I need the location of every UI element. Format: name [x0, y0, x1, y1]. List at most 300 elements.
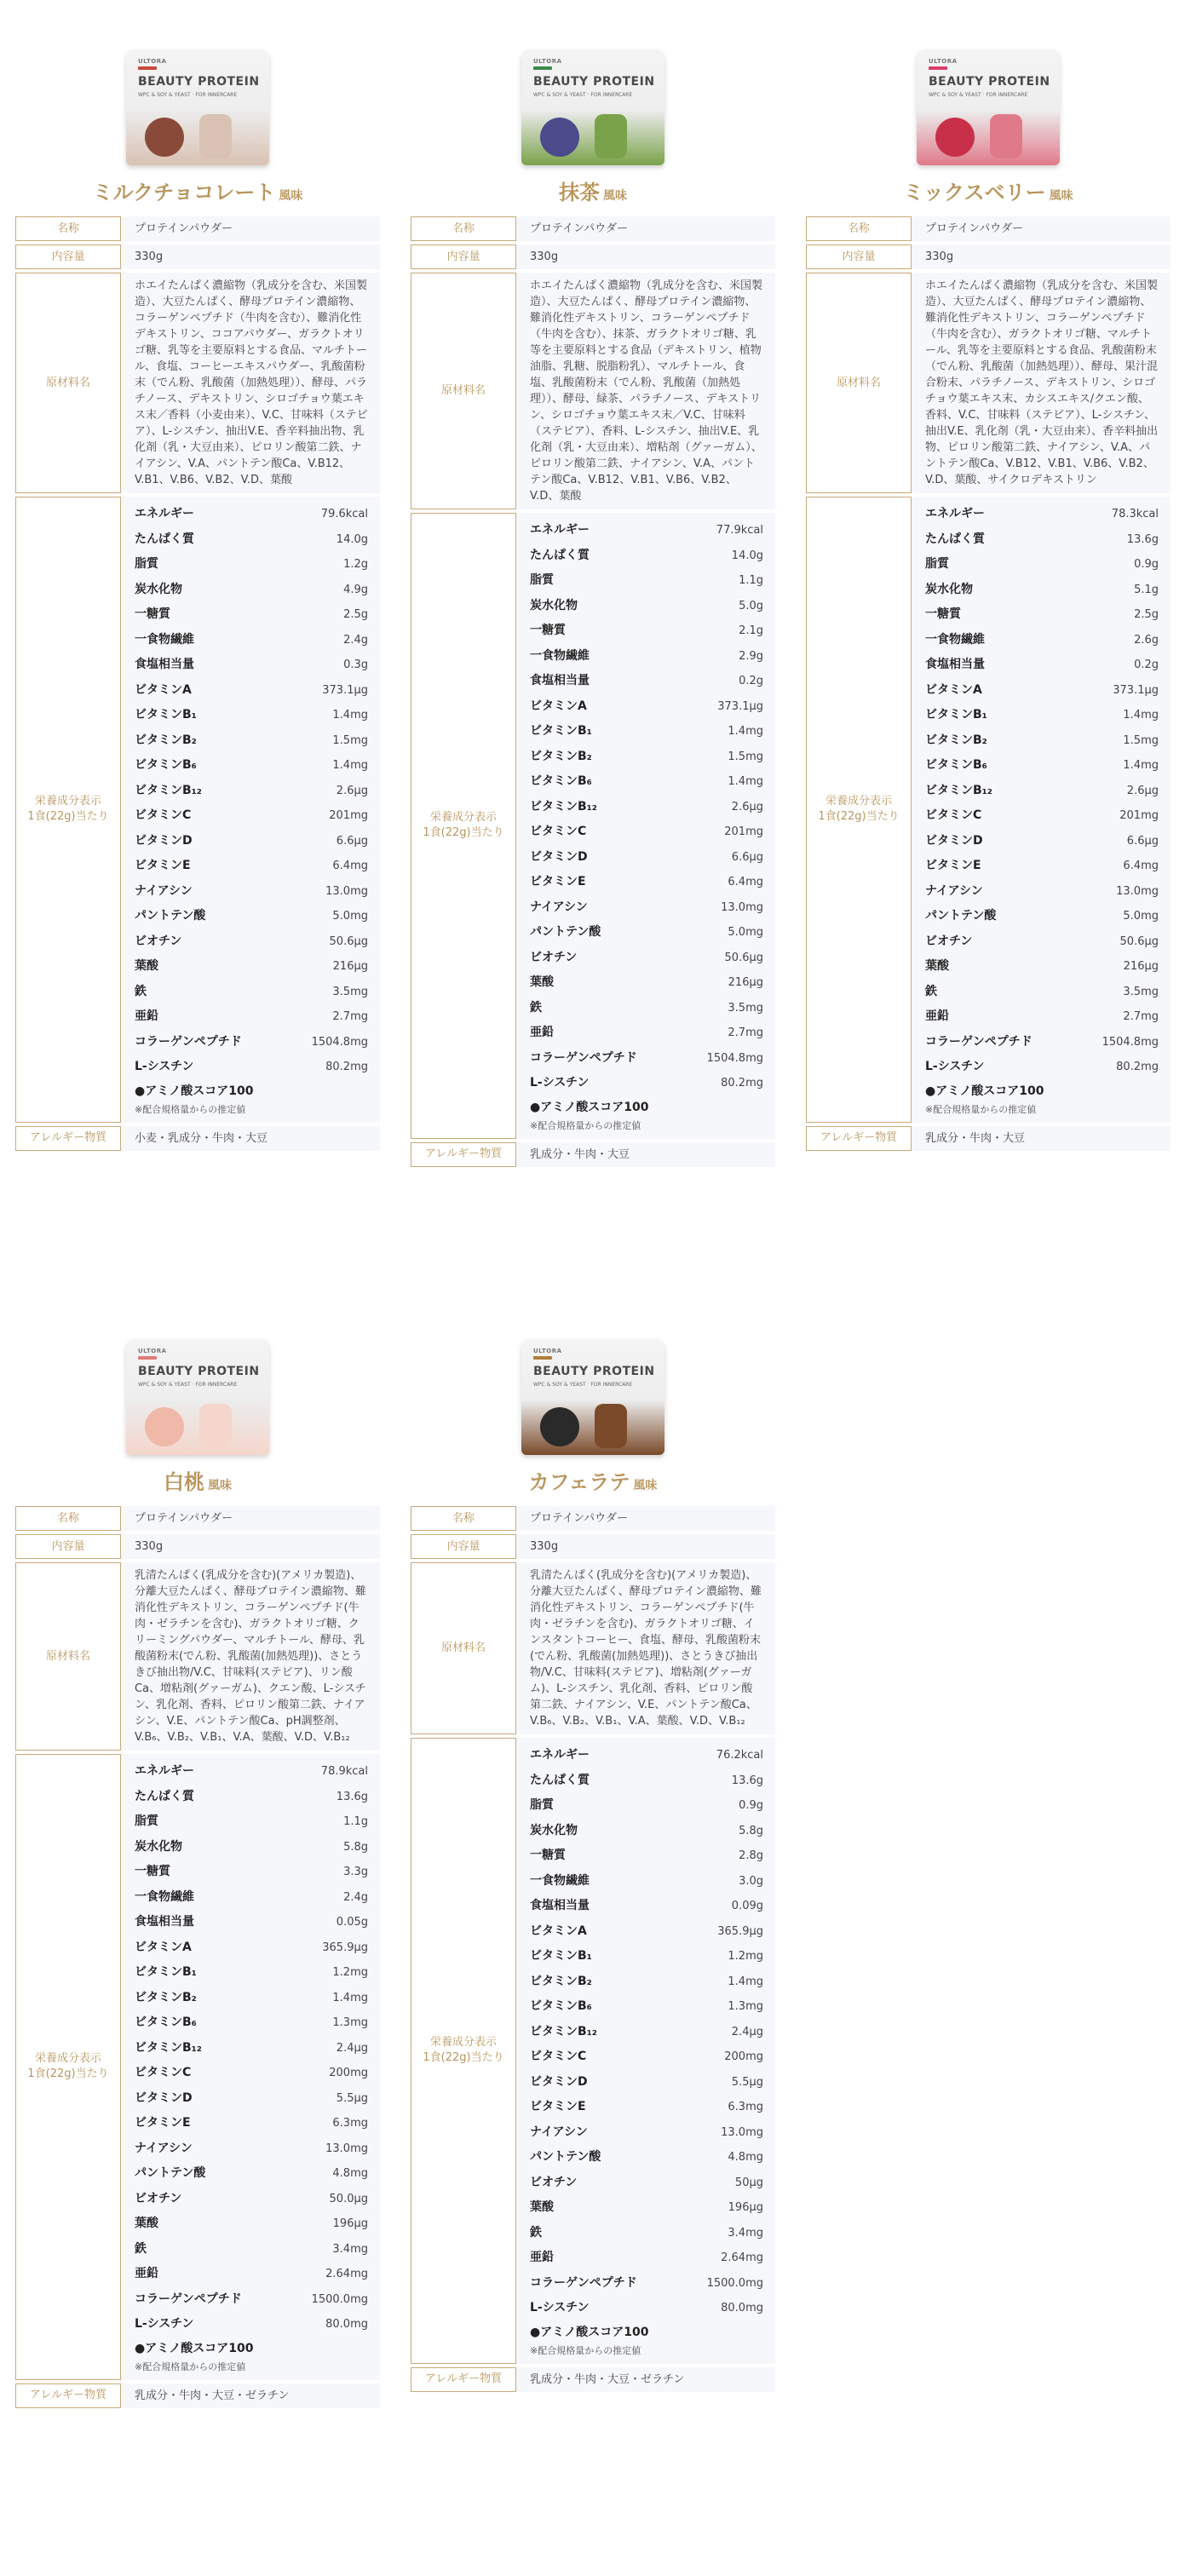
nutrient-name: 食塩相当量 — [925, 658, 985, 671]
nutrient-name: ビタミンC — [925, 808, 982, 822]
nutrient-name: ナイアシン — [135, 883, 193, 898]
nutrient-name: ナイアシン — [135, 2141, 193, 2155]
nutrient-name: L-シスチン — [925, 1060, 985, 1073]
package-product-name: BEAUTY PROTEIN — [533, 75, 655, 89]
nutrient-value: 3.0g — [739, 1874, 763, 1888]
nutrition-row — [135, 2161, 368, 2187]
package-photo-item — [145, 118, 184, 157]
nutrient-value: 1504.8mg — [1102, 1035, 1159, 1049]
nutrient-name: 鉄 — [135, 2241, 147, 2256]
nutrient-name: 炭水化物 — [135, 1839, 182, 1854]
nutrition-row — [135, 2136, 368, 2162]
nutrition-row — [135, 1885, 368, 1911]
nutrition-row — [925, 678, 1159, 704]
value-capacity: 330g — [516, 1534, 775, 1559]
nutrition-row — [530, 2145, 763, 2171]
nutrient-value: 201mg — [724, 825, 763, 838]
nutrient-value: 373.1μg — [1113, 683, 1159, 697]
nutrient-value: 13.0mg — [325, 884, 368, 898]
nutrition-row — [530, 845, 763, 871]
product-card-milk-choco — [15, 49, 380, 1154]
nutrient-value: 1.2g — [343, 558, 368, 571]
nutrient-value: 2.4μg — [731, 2025, 763, 2038]
nutrient-value: 5.1g — [1134, 583, 1159, 596]
spec-row-allergy — [411, 1142, 775, 1167]
nutrition-row — [925, 879, 1159, 905]
value-name: プロテインパウダー — [121, 216, 380, 241]
spec-row-nutrition — [806, 497, 1171, 1123]
nutrient-value: 6.4mg — [728, 876, 763, 888]
nutrient-value: 13.0mg — [721, 900, 763, 914]
nutrient-name: ビタミンB₁ — [135, 1965, 197, 1979]
nutrient-name: 亜鉛 — [925, 1009, 949, 1023]
nutrient-value: 80.2mg — [721, 1077, 763, 1090]
amino-score: ●アミノ酸スコア100 — [135, 1084, 254, 1098]
value-nutrition — [121, 497, 380, 1123]
package-flavor-tag — [533, 66, 552, 70]
nutrition-row — [530, 895, 763, 921]
spec-row-ingredients — [15, 273, 380, 493]
nutrient-name: ビタミンB₆ — [135, 2015, 197, 2029]
nutrient-name: ビタミンB₁₂ — [135, 2040, 202, 2055]
spec-table — [411, 1503, 775, 2395]
spec-row-ingredients — [15, 1562, 380, 1751]
label-nutrition-serving: 1食(22g)当たり — [818, 810, 900, 824]
nutrient-name: ビタミンB₆ — [530, 774, 592, 788]
nutrient-value: 2.6μg — [336, 784, 368, 797]
nutrient-value: 14.0g — [336, 532, 368, 546]
nutrient-value: 1.4mg — [332, 709, 368, 722]
nutrient-value: 373.1μg — [717, 699, 763, 713]
value-allergy: 乳成分・牛肉・大豆・ゼラチン — [121, 2383, 380, 2408]
nutrition-row — [530, 2271, 763, 2297]
nutrient-name: 食塩相当量 — [135, 658, 194, 671]
nutrient-value: 2.8g — [739, 1849, 763, 1862]
nutrition-row — [925, 803, 1159, 829]
nutrition-row — [530, 1919, 763, 1945]
nutrient-name: ビタミンC — [530, 2050, 587, 2063]
spec-row-allergy — [411, 2367, 775, 2392]
nutrient-value: 4.8mg — [332, 2167, 368, 2180]
nutrition-row — [530, 618, 763, 644]
nutrition-row — [530, 644, 763, 670]
nutrient-value: 1.5mg — [728, 750, 763, 763]
label-allergy: アレルギー物質 — [411, 1142, 516, 1167]
nutrition-row — [135, 1055, 368, 1080]
label-nutrition — [806, 497, 912, 1123]
nutrition-row — [135, 678, 368, 704]
nutrition-row — [925, 1030, 1159, 1055]
nutrient-value: 0.2g — [1134, 658, 1159, 671]
label-capacity: 内容量 — [806, 244, 912, 269]
nutrient-name: ビタミンA — [135, 682, 192, 697]
nutrient-name: 葉酸 — [135, 959, 158, 973]
product-title — [411, 1465, 775, 1499]
spec-row-capacity — [15, 244, 380, 269]
label-nutrition — [411, 513, 516, 1139]
product-flavor-name: 抹茶 — [559, 181, 600, 204]
nutrient-value: 196μg — [728, 2201, 763, 2214]
nutrition-row — [530, 568, 763, 594]
estimate-note: ※配合規格量からの推定値 — [530, 2344, 641, 2356]
nutrient-value: 80.2mg — [1116, 1061, 1159, 1073]
nutrient-name: パントテン酸 — [530, 925, 601, 939]
spec-row-nutrition — [15, 1754, 380, 2380]
value-ingredients: ホエイたんぱく濃縮物（乳成分を含む、米国製造）、大豆たんぱく、酵母プロテイン濃縮物、難消化性デキストリン、コラーゲンペプチド（牛肉を含む）、抹茶、ガラクトオリゴ糖、乳等を主要原料とする食品（デキストリン、植物油脂、乳糖、脱脂粉乳）、マルチトール、食塩、乳酸菌粉末（でん粉、乳酸菌（加熱処理））、酵母、緑茶、パラチノース、デキストリン、シロゴチョウ葉エキス末／V.C、甘味料（ステビア）、香料、L-シスチン、抽出V.E、乳化剤（乳・大豆由来）、増粘剤（グァーガム）、ピロリン酸第二鉄、ナイアシン、V.A、パントテン酸Ca、V.B12、V.B1、V.B6、V.B2、V.D、葉酸 — [516, 273, 775, 509]
nutrition-row — [530, 594, 763, 619]
label-name: 名称 — [15, 216, 121, 241]
nutrient-name: ビタミンD — [135, 833, 193, 848]
nutrient-value: 50.6μg — [1119, 934, 1159, 948]
nutrient-value: 79.6kcal — [320, 508, 368, 520]
package-flavor-tag — [138, 1356, 157, 1360]
nutrient-value: 0.05g — [336, 1916, 368, 1929]
nutrient-value: 1500.0mg — [706, 2276, 763, 2290]
nutrition-row — [530, 2195, 763, 2221]
nutrient-value: 1.4mg — [332, 1991, 368, 2004]
nutrient-name: 葉酸 — [135, 2217, 158, 2230]
nutrition-row — [530, 819, 763, 845]
nutrient-name: ビタミンB₆ — [530, 1999, 592, 2013]
nutrient-name: ビタミンD — [530, 849, 588, 864]
nutrient-value: 1.4mg — [728, 775, 763, 788]
package-product-name: BEAUTY PROTEIN — [138, 1365, 260, 1378]
package-subtitle: WPC & SOY & YEAST · FOR INNERCARE — [533, 92, 633, 98]
package-subtitle: WPC & SOY & YEAST · FOR INNERCARE — [138, 1382, 238, 1388]
label-ingredients: 原材料名 — [15, 1562, 121, 1751]
nutrition-row — [925, 578, 1159, 603]
nutrient-name: ビタミンC — [135, 2066, 192, 2079]
label-nutrition-serving: 1食(22g)当たり — [27, 810, 109, 824]
nutrient-name: パントテン酸 — [135, 909, 206, 923]
nutrient-name: 炭水化物 — [530, 1823, 578, 1837]
nutrient-value: 1.4mg — [728, 1975, 763, 1988]
nutrition-row — [530, 518, 763, 543]
spec-row-name — [15, 216, 380, 241]
value-capacity: 330g — [912, 244, 1171, 269]
label-nutrition-title: 栄養成分表示 — [825, 795, 892, 808]
label-capacity: 内容量 — [411, 1534, 516, 1559]
nutrient-name: エネルギー — [925, 507, 985, 520]
package-flavor-tag — [929, 66, 947, 70]
nutrition-row — [135, 954, 368, 980]
package-photo-item — [145, 1407, 184, 1446]
nutrient-value: 2.6μg — [1126, 784, 1159, 797]
nutrient-name: ビタミンE — [135, 2116, 191, 2130]
nutrient-value: 1.1g — [739, 574, 763, 587]
nutrient-name: コラーゲンペプチド — [530, 2275, 637, 2290]
nutrient-value: 50.0μg — [329, 2192, 368, 2205]
label-nutrition-serving: 1食(22g)当たり — [423, 826, 504, 840]
label-nutrition-title: 栄養成分表示 — [34, 2052, 101, 2066]
nutrient-value: 4.8mg — [728, 2151, 763, 2164]
nutrient-name: 炭水化物 — [530, 598, 578, 612]
nutrition-row — [135, 2187, 368, 2212]
label-nutrition-serving: 1食(22g)当たり — [423, 2051, 504, 2065]
nutrient-name: ビオチン — [925, 934, 973, 948]
product-flavor-name: ミックスベリー — [903, 181, 1046, 204]
spec-row-name — [411, 1506, 775, 1531]
nutrient-value: 3.5mg — [728, 1001, 763, 1015]
product-card-cafe-latte — [411, 1339, 775, 2395]
value-allergy: 乳成分・牛肉・大豆・ゼラチン — [516, 2367, 775, 2392]
nutrient-value: 2.9g — [739, 649, 763, 663]
label-nutrition-title: 栄養成分表示 — [429, 811, 497, 825]
nutrient-value: 3.4mg — [332, 2242, 368, 2256]
nutrition-row — [530, 1994, 763, 2020]
nutrient-value: 78.3kcal — [1111, 508, 1159, 520]
estimate-note: ※配合規格量からの推定値 — [135, 1103, 246, 1115]
nutrient-value: 1.4mg — [1123, 759, 1159, 772]
package-photo-item — [935, 118, 975, 157]
nutrient-name: 一食物繊維 — [530, 648, 590, 663]
nutrient-value: 78.9kcal — [320, 1765, 368, 1778]
nutrition-row — [135, 1759, 368, 1785]
spec-table — [15, 213, 380, 1154]
product-package-image — [126, 49, 269, 165]
nutrient-name: 鉄 — [925, 984, 937, 998]
nutrient-name: 亜鉛 — [135, 1009, 158, 1023]
label-name: 名称 — [15, 1506, 121, 1531]
spec-row-capacity — [411, 1534, 775, 1559]
package-photo — [521, 111, 664, 165]
nutrition-row — [135, 502, 368, 527]
nutrition-row — [135, 602, 368, 628]
value-name: プロテインパウダー — [516, 216, 775, 241]
nutrient-name: コラーゲンペプチド — [135, 1034, 242, 1049]
nutrition-row — [530, 2245, 763, 2271]
spec-row-capacity — [806, 244, 1171, 269]
package-photo — [917, 111, 1060, 165]
nutrient-name: 葉酸 — [530, 2200, 554, 2214]
nutrient-value: 201mg — [329, 809, 368, 822]
package-product-name: BEAUTY PROTEIN — [929, 75, 1050, 89]
nutrition-row — [925, 728, 1159, 754]
nutrient-value: 1.4mg — [728, 725, 763, 738]
nutrient-name: 炭水化物 — [135, 582, 182, 596]
estimate-note: ※配合規格量からの推定値 — [925, 1103, 1037, 1115]
nutrient-value: 3.5mg — [1123, 985, 1159, 998]
nutrient-name: 脂質 — [530, 1798, 554, 1812]
nutrient-name: ビタミンB₂ — [135, 733, 197, 747]
product-flavor-suffix: 風味 — [633, 1479, 658, 1492]
nutrition-row — [135, 1030, 368, 1055]
nutrition-row — [135, 753, 368, 779]
nutrition-row — [925, 527, 1159, 553]
nutrition-row — [135, 904, 368, 929]
nutrition-row — [530, 1768, 763, 1794]
nutrition-row — [530, 2296, 763, 2321]
nutrition-row — [135, 2237, 368, 2263]
product-title — [15, 1465, 380, 1499]
product-card-white-peach — [15, 1339, 380, 2412]
nutrient-value: 6.3mg — [332, 2117, 368, 2130]
nutrient-value: 2.64mg — [325, 2268, 368, 2280]
package-photo-item — [990, 114, 1022, 158]
spec-row-name — [411, 216, 775, 241]
nutrition-row — [530, 1071, 763, 1096]
nutrition-list — [135, 502, 368, 1080]
nutrition-row — [135, 552, 368, 578]
nutrition-row — [530, 1743, 763, 1768]
value-name: プロテインパウダー — [516, 1506, 775, 1531]
product-flavor-suffix: 風味 — [1049, 189, 1073, 203]
value-nutrition — [516, 513, 775, 1139]
nutrient-value: 3.4mg — [728, 2226, 763, 2240]
nutrient-name: コラーゲンペプチド — [925, 1034, 1033, 1049]
value-allergy: 乳成分・牛肉・大豆 — [516, 1142, 775, 1167]
package-brand: ULTORA — [533, 1348, 562, 1354]
nutrient-value: 201mg — [1119, 809, 1159, 822]
nutrition-row — [135, 980, 368, 1005]
nutrient-name: 一糖質 — [135, 607, 170, 621]
label-nutrition — [411, 1738, 516, 2364]
nutrition-row — [530, 1969, 763, 1995]
nutrient-name: ビタミンC — [530, 825, 587, 838]
nutrition-row — [530, 1046, 763, 1072]
nutrient-name: ビタミンD — [135, 2090, 193, 2105]
nutrition-row — [135, 527, 368, 553]
nutrient-value: 3.5mg — [332, 985, 368, 998]
package-flavor-tag — [533, 1356, 552, 1360]
nutrient-name: ナイアシン — [530, 2125, 588, 2139]
label-allergy: アレルギー物質 — [15, 2383, 121, 2408]
nutrition-row — [925, 653, 1159, 678]
nutrient-name: 一食物繊維 — [135, 632, 194, 647]
nutrition-row — [135, 1835, 368, 1860]
spec-table — [15, 1503, 380, 2412]
label-name: 名称 — [411, 1506, 516, 1531]
product-package-image — [917, 49, 1060, 165]
value-ingredients: 乳清たんぱく(乳成分を含む)(アメリカ製造)、分離大豆たんぱく、酵母プロテイン濃縮物、難消化性デキストリン、コラーゲンペプチド(牛肉・ゼラチンを含む)、ガラクトオリゴ糖、クリーミングパウダー、マルチトール、酵母、乳酸菌粉末(でん粉、乳酸菌(加熱処理))、さとうきび抽出物/V.C、甘味料(ステビア)、リン酸Ca、増粘剤(グァーガム)、クエン酸、L-シスチン、乳化剤、香料、ピロリン酸第二鉄、ナイアシン、V.E、パントテン酸Ca、pH調整剤、V.B₆、V.B₂、V.B₁、V.A、葉酸、V.D、V.B₁₂ — [121, 1562, 380, 1751]
amino-score: ●アミノ酸スコア100 — [925, 1084, 1044, 1098]
nutrient-value: 216μg — [332, 960, 368, 973]
nutrition-row — [925, 602, 1159, 628]
nutrition-row — [530, 920, 763, 946]
nutrient-name: パントテン酸 — [925, 909, 997, 923]
nutrient-name: ビタミンB₆ — [135, 758, 197, 772]
nutrition-row — [135, 728, 368, 754]
nutrition-row — [530, 2171, 763, 2196]
product-package-image — [521, 1339, 664, 1455]
nutrient-value: 4.9g — [343, 583, 368, 596]
nutrient-name: L-シスチン — [135, 1060, 194, 1073]
nutrient-name: 亜鉛 — [135, 2267, 158, 2280]
package-photo-item — [199, 1404, 232, 1448]
product-title — [411, 175, 775, 210]
nutrition-list — [530, 1743, 763, 2321]
nutrient-name: 葉酸 — [530, 975, 554, 989]
nutrient-value: 6.6μg — [731, 850, 763, 864]
label-capacity: 内容量 — [411, 244, 516, 269]
nutrient-value: 2.6μg — [731, 800, 763, 814]
nutrition-row — [925, 502, 1159, 527]
package-brand: ULTORA — [929, 58, 958, 65]
nutrient-name: ビタミンE — [530, 2100, 586, 2113]
nutrient-value: 5.0mg — [1123, 910, 1159, 923]
label-allergy: アレルギー物質 — [15, 1126, 121, 1151]
label-capacity: 内容量 — [15, 244, 121, 269]
package-subtitle: WPC & SOY & YEAST · FOR INNERCARE — [138, 92, 238, 98]
nutrient-value: 0.3g — [343, 658, 368, 671]
nutrient-value: 2.64mg — [721, 2251, 763, 2264]
value-ingredients: ホエイたんぱく濃縮物（乳成分を含む、米国製造）、大豆たんぱく、酵母プロテイン濃縮物、コラーゲンペプチド（牛肉を含む）、難消化性デキストリン、ココアパウダー、ガラクトオリゴ糖、乳等を主要原料とする食品、マルチトール、食塩、コーヒーエキスパウダー、乳酸菌粉末（でん粉、乳酸菌（加熱処理））、酵母、パラチノース、デキストリン、シロゴチョウ葉エキス末／香料（小麦由来）、V.C、甘味料（ステビア）、L-シスチン、抽出V.E、香辛料抽出物、乳化剤（乳・大豆由来）、ピロリン酸第二鉄、ナイアシン、V.A、パントテン酸Ca、V.B12、V.B1、V.B6、V.B2、V.D、葉酸 — [121, 273, 380, 493]
nutrient-name: ビタミンE — [135, 859, 191, 872]
nutrition-row — [530, 769, 763, 795]
value-ingredients: ホエイたんぱく濃縮物（乳成分を含む、米国製造）、大豆たんぱく、酵母プロテイン濃縮物、難消化性デキストリン、コラーゲンペプチド（牛肉を含む）、ガラクトオリゴ糖、マルチトール、乳等を主要原料とする食品、乳酸菌粉末（でん粉、乳酸菌（加熱処理））、酵母、果汁混合粉末、パラチノース、デキストリン、シロゴチョウ葉エキス末、カシスエキス/クエン酸、香料、V.C、甘味料（ステビア）、L-シスチン、抽出V.E、乳化剤（乳・大豆由来）、香辛料抽出物、ピロリン酸第二鉄、ナイアシン、V.A、パントテン酸Ca、V.B12、V.B1、V.B6、V.B2、V.D、葉酸、サイクロデキストリン — [912, 273, 1171, 493]
label-capacity: 内容量 — [15, 1534, 121, 1559]
nutrient-value: 1504.8mg — [311, 1035, 368, 1049]
nutrient-name: ビタミンB₂ — [135, 1990, 197, 2004]
nutrient-name: L-シスチン — [530, 1076, 590, 1090]
nutrient-value: 0.2g — [739, 675, 763, 687]
nutrient-name: ビオチン — [530, 950, 578, 964]
label-nutrition — [15, 1754, 121, 2380]
nutrient-value: 6.6μg — [336, 834, 368, 848]
spec-row-nutrition — [411, 513, 775, 1139]
product-flavor-suffix: 風味 — [208, 1479, 232, 1492]
nutrient-name: 一糖質 — [925, 607, 961, 621]
nutrient-name: ビタミンB₁ — [135, 708, 197, 722]
package-photo — [126, 1400, 269, 1455]
label-name: 名称 — [411, 216, 516, 241]
nutrient-value: 2.5g — [1134, 608, 1159, 621]
nutrient-value: 2.5g — [343, 608, 368, 621]
nutrient-name: たんぱく質 — [530, 548, 590, 562]
nutrient-value: 1.5mg — [332, 733, 368, 747]
nutrient-value: 76.2kcal — [716, 1749, 763, 1762]
nutrient-value: 2.7mg — [332, 1010, 368, 1023]
nutrient-value: 5.5μg — [731, 2075, 763, 2089]
nutrition-row — [135, 628, 368, 653]
product-flavor-name: カフェラテ — [528, 1470, 630, 1494]
product-card-matcha — [411, 49, 775, 1170]
spec-row-name — [806, 216, 1171, 241]
nutrient-value: 6.4mg — [332, 860, 368, 872]
spec-row-allergy — [15, 2383, 380, 2408]
package-photo-item — [540, 1407, 579, 1446]
value-nutrition — [121, 1754, 380, 2380]
nutrition-row — [530, 745, 763, 770]
nutrient-name: 一糖質 — [530, 1849, 566, 1862]
nutrition-row — [135, 703, 368, 728]
nutrient-name: 食塩相当量 — [530, 1899, 590, 1912]
nutrient-name: エネルギー — [530, 523, 590, 537]
nutrient-value: 2.1g — [739, 624, 763, 637]
nutrition-row — [925, 703, 1159, 728]
nutrition-row — [530, 2221, 763, 2246]
nutrient-value: 0.9g — [739, 1799, 763, 1812]
nutrition-row — [925, 1004, 1159, 1030]
nutrient-name: ナイアシン — [530, 900, 588, 914]
nutrient-name: ビタミンD — [925, 833, 983, 848]
nutrition-row — [135, 2086, 368, 2112]
nutrient-name: ビタミンE — [530, 875, 586, 888]
nutrition-row — [135, 879, 368, 905]
nutrition-row — [925, 854, 1159, 879]
nutrition-row — [135, 1960, 368, 1986]
nutrient-name: 食塩相当量 — [135, 1915, 194, 1929]
nutrition-row — [135, 1986, 368, 2011]
nutrient-name: ビタミンB₆ — [925, 758, 987, 772]
product-flavor-suffix: 風味 — [603, 189, 627, 203]
nutrient-value: 5.5μg — [336, 2091, 368, 2105]
nutrition-row — [135, 803, 368, 829]
nutrition-row — [530, 2120, 763, 2146]
nutrient-name: パントテン酸 — [530, 2150, 601, 2164]
nutrition-row — [135, 829, 368, 854]
nutrient-value: 1.2mg — [728, 1950, 763, 1963]
